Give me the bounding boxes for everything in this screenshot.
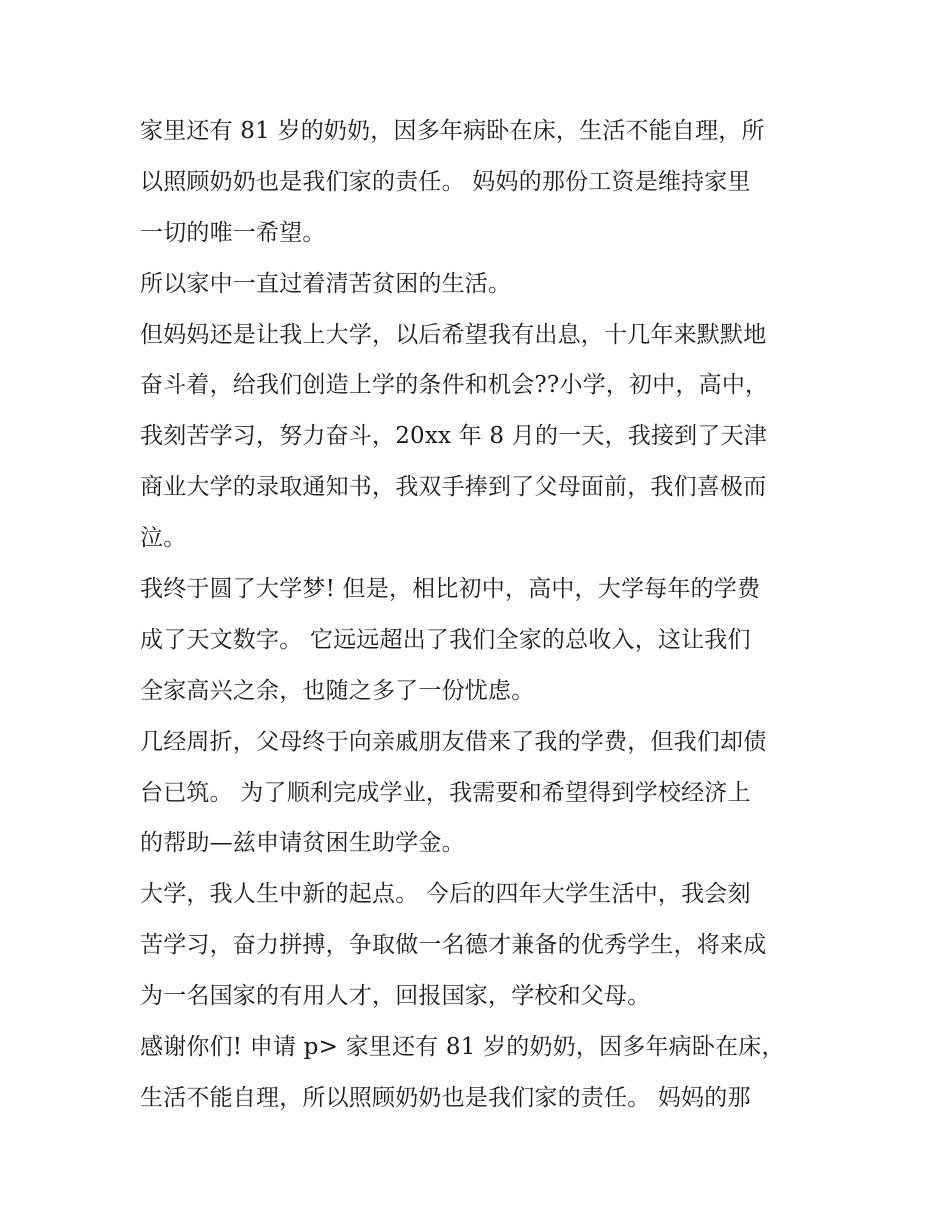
text-line: 感谢你们! 申请 p> 家里还有 81 岁的奶奶，因多年病卧在床， <box>140 1034 785 1061</box>
text-line: 苦学习，奋力拼搏，争取做一名德才兼备的优秀学生，将来成 <box>140 932 767 959</box>
text-line: 所以家中一直过着清苦贫困的生活。 <box>140 270 512 297</box>
text-line: 全家高兴之余，也随之多了一份忧虑。 <box>140 677 535 704</box>
text-line: 成了天文数字。 它远远超出了我们全家的总收入，这让我们 <box>140 626 751 653</box>
text-line: 为一名国家的有用人才，回报国家，学校和父母。 <box>140 983 651 1010</box>
text-line: 几经周折，父母终于向亲戚朋友借来了我的学费，但我们却债 <box>140 728 767 755</box>
text-line: 家里还有 81 岁的奶奶，因多年病卧在床，生活不能自理，所 <box>140 118 765 144</box>
text-line: 但妈妈还是让我上大学，以后希望我有出息，十几年来默默地 <box>140 321 767 348</box>
text-line: 奋斗着，给我们创造上学的条件和机会??小学，初中，高中， <box>140 372 769 399</box>
document-body <box>140 106 820 1124</box>
text-line: 一切的唯一希望。 <box>140 219 326 246</box>
text-line: 泣。 <box>140 525 187 552</box>
text-line: 商业大学的录取通知书，我双手捧到了父母面前，我们喜极而 <box>140 474 767 501</box>
text-line: 以照顾奶奶也是我们家的责任。 妈妈的那份工资是维持家里 <box>140 168 751 195</box>
text-line: 生活不能自理，所以照顾奶奶也是我们家的责任。 妈妈的那 <box>140 1084 751 1111</box>
text-line: 台已筑。 为了顺利完成学业，我需要和希望得到学校经济上 <box>140 779 751 806</box>
text-line: 我刻苦学习，努力奋斗，20xx 年 8 月的一天，我接到了天津 <box>140 423 767 450</box>
text-line: 的帮助—兹申请贫困生助学金。 <box>140 830 465 857</box>
text-line: 大学，我人生中新的起点。 今后的四年大学生活中，我会刻 <box>140 881 751 908</box>
text-line: 我终于圆了大学梦! 但是，相比初中，高中，大学每年的学费 <box>140 576 761 603</box>
